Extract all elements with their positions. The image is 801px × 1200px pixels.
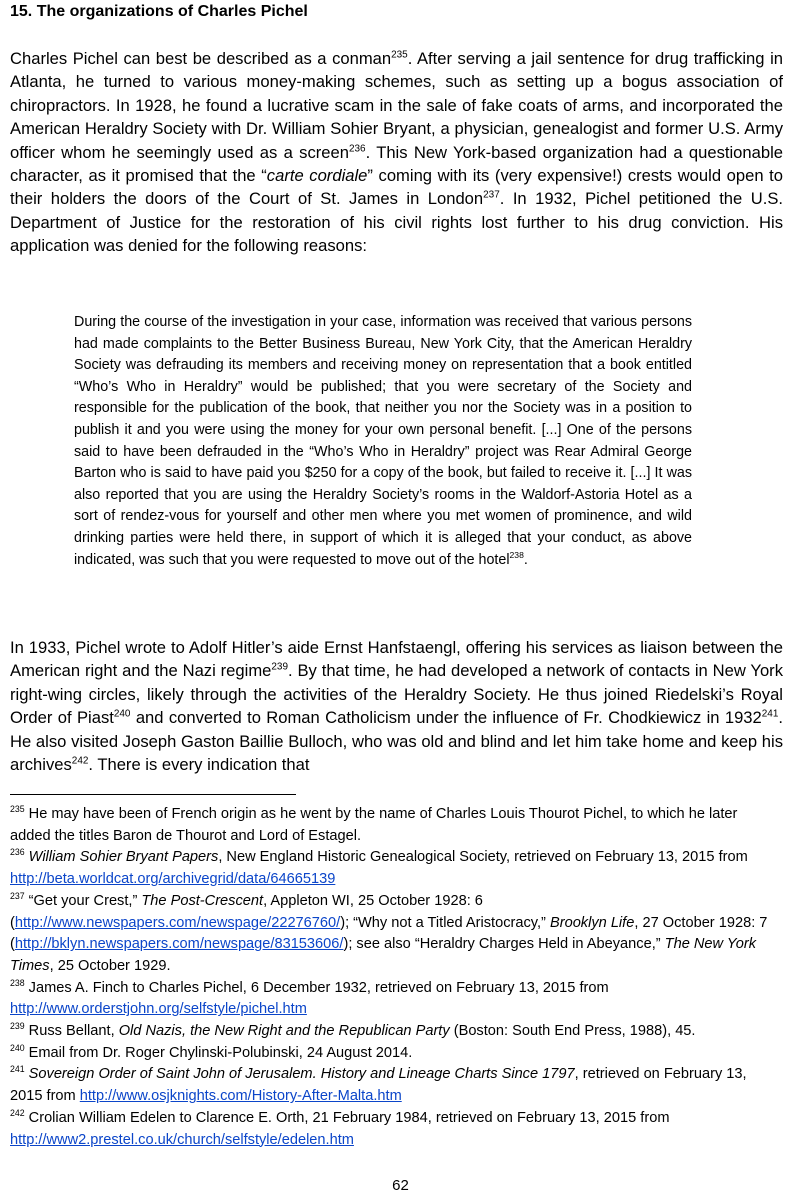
footnote-ref-237[interactable]: 237 xyxy=(483,189,500,201)
footnote-ref-235[interactable]: 235 xyxy=(391,49,408,61)
footnote-235: $^{235}$ He may have been of French origin as he went by the name of Charles Louis Thourot Pichel, to which he later added the titles Baron de Thourot and Lord of Estagel. xyxy=(10,804,738,844)
footnote-237-link-2[interactable]: http://bklyn.newspapers.com/newspage/83153606/ xyxy=(14,936,344,953)
footnote-242: $^{242}$ Crolian William Edelen to Clarence E. Orth, 21 February 1984, retrieved on February 13, 2015 from http://www2.prestel.co.uk/church/selfstyle/edelen.htm xyxy=(10,1107,670,1148)
footnote-236-link[interactable]: http://beta.worldcat.org/archivegrid/data/64665139 xyxy=(10,871,336,888)
footnotes xyxy=(10,804,780,1151)
footnote-separator xyxy=(10,794,296,795)
footnote-237: $^{237}$ “Get your Crest,” The Post-Crescent, Appleton WI, 25 October 1928: 6 (http://www.newspapers.com/newspage/22276760/); “Why not a Titled Aristocracy,” Brooklyn Life, 27 October 1928: 7 (http://bklyn.newspapers.com/newspage/83153606/); see also “Heraldry Charges Held in Abeyance,” The New York Times, 25 October 1929. xyxy=(10,890,768,974)
footnote-241: $^{241}$ Sovereign Order of Saint John of Jerusalem. History and Lineage Charts Since 1797, retrieved on February 13, 2015 from http://www.osjknights.com/History-After-Malta.htm xyxy=(10,1064,747,1105)
footnote-ref-241[interactable]: 241 xyxy=(761,708,779,720)
footnote-ref-240[interactable]: 240 xyxy=(113,708,131,720)
block-quote: During the course of the investigation in your case, information was received that various persons had made complaints to the Better Business Bureau, New York City, that the American Heraldry Society was defrauding its members and receiving money on representation that a book entitled “Who’s Who in Heraldry” would be published; that you were secretary of the Society and responsible for the publication of the book, that neither you nor the Society was in a position to publish it and you were using the money for your own personal benefit. [...] One of the persons said to have been defrauded in the “Who’s Who in Heraldry” project was Rear Admiral George Barton who is said to have paid you $250 for a copy of the book, but failed to receive it. [...] It was also reported that you are using the Heraldry Society’s rooms in the Waldorf-Astoria Hotel as a sort of rendez-vous for yourself and other men where you met women of prominence, and wild drinking parties were held there, in support of which it is alleged that your conduct, as above indicated, was such that you were requested to move out of the hotel$^{238}$. xyxy=(74,314,692,568)
paragraph-continuation: In 1933, Pichel wrote to Adolf Hitler’s aide Ernst Hanfstaengl, offering his services as liaison between the American right and the Nazi regime$^{239}$. By that time, he had developed a network of contacts in New York right-wing circles, likely through the activities of the Heraldry Society. He thus joined Riedelski’s Royal Order of Piast$^{240}$ and converted to Roman Catholicism under the influence of Fr. Chodkiewicz in 1932$^{241}$. He also visited Joseph Gaston Baillie Bulloch, who was old and blind and let him take home and keep his archives$^{242}$. There is every indication that xyxy=(10,638,783,775)
footnote-242-link[interactable]: http://www2.prestel.co.uk/church/selfstyle/edelen.htm xyxy=(10,1131,354,1148)
footnote-ref-239[interactable]: 239 xyxy=(271,661,288,673)
footnote-238: $^{238}$ James A. Finch to Charles Pichel, 6 December 1932, retrieved on February 13, 2015 from http://www.orderstjohn.org/selfstyle/pichel.htm xyxy=(10,977,609,1018)
page-number: 62 xyxy=(392,1177,409,1194)
footnote-239: $^{239}$ Russ Bellant, Old Nazis, the New Right and the Republican Party (Boston: South End Press, 1988), 45. xyxy=(10,1021,696,1040)
footnote-240: $^{240}$ Email from Dr. Roger Chylinski-Polubinski, 24 August 2014. xyxy=(10,1042,413,1061)
footnote-ref-236[interactable]: 236 xyxy=(348,143,366,155)
footnote-241-link[interactable]: http://www.osjknights.com/History-After-Malta.htm xyxy=(79,1088,402,1105)
paragraph-intro: Charles Pichel can best be described as a conman$^{235}$. After serving a jail sentence for drug trafficking in Atlanta, he turned to various money-making schemes, such as setting up a bogus association of chiropractors. In 1928, he found a lucrative scam in the sale of fake coats of arms, and incorporated the American Heraldry Society with Dr. William Sohier Bryant, a physician, genealogist and former U.S. Army officer whom he seemingly used as a screen$^{236}$. This New York-based organization had a questionable character, as it promised that the “carte cordiale” coming with its (very expensive!) crests would open to their holders the doors of the Court of St. James in London$^{237}$. In 1932, Pichel petitioned the U.S. Department of Justice for the restoration of his civil rights lost further to his drug conviction. His application was denied for the following reasons: xyxy=(10,49,783,256)
footnote-236: $^{236}$ William Sohier Bryant Papers, New England Historic Genealogical Society, retrieved on February 13, 2015 from http://beta.worldcat.org/archivegrid/data/64665139 xyxy=(10,847,748,888)
footnote-ref-242[interactable]: 242 xyxy=(71,755,89,767)
footnote-237-link-1[interactable]: http://www.newspapers.com/newspage/22276760/ xyxy=(14,914,341,931)
footnote-238-link[interactable]: http://www.orderstjohn.org/selfstyle/pichel.htm xyxy=(10,1001,307,1018)
footnote-ref-238[interactable]: 238 xyxy=(509,549,524,560)
section-heading: 15. The organizations of Charles Pichel xyxy=(10,3,308,20)
